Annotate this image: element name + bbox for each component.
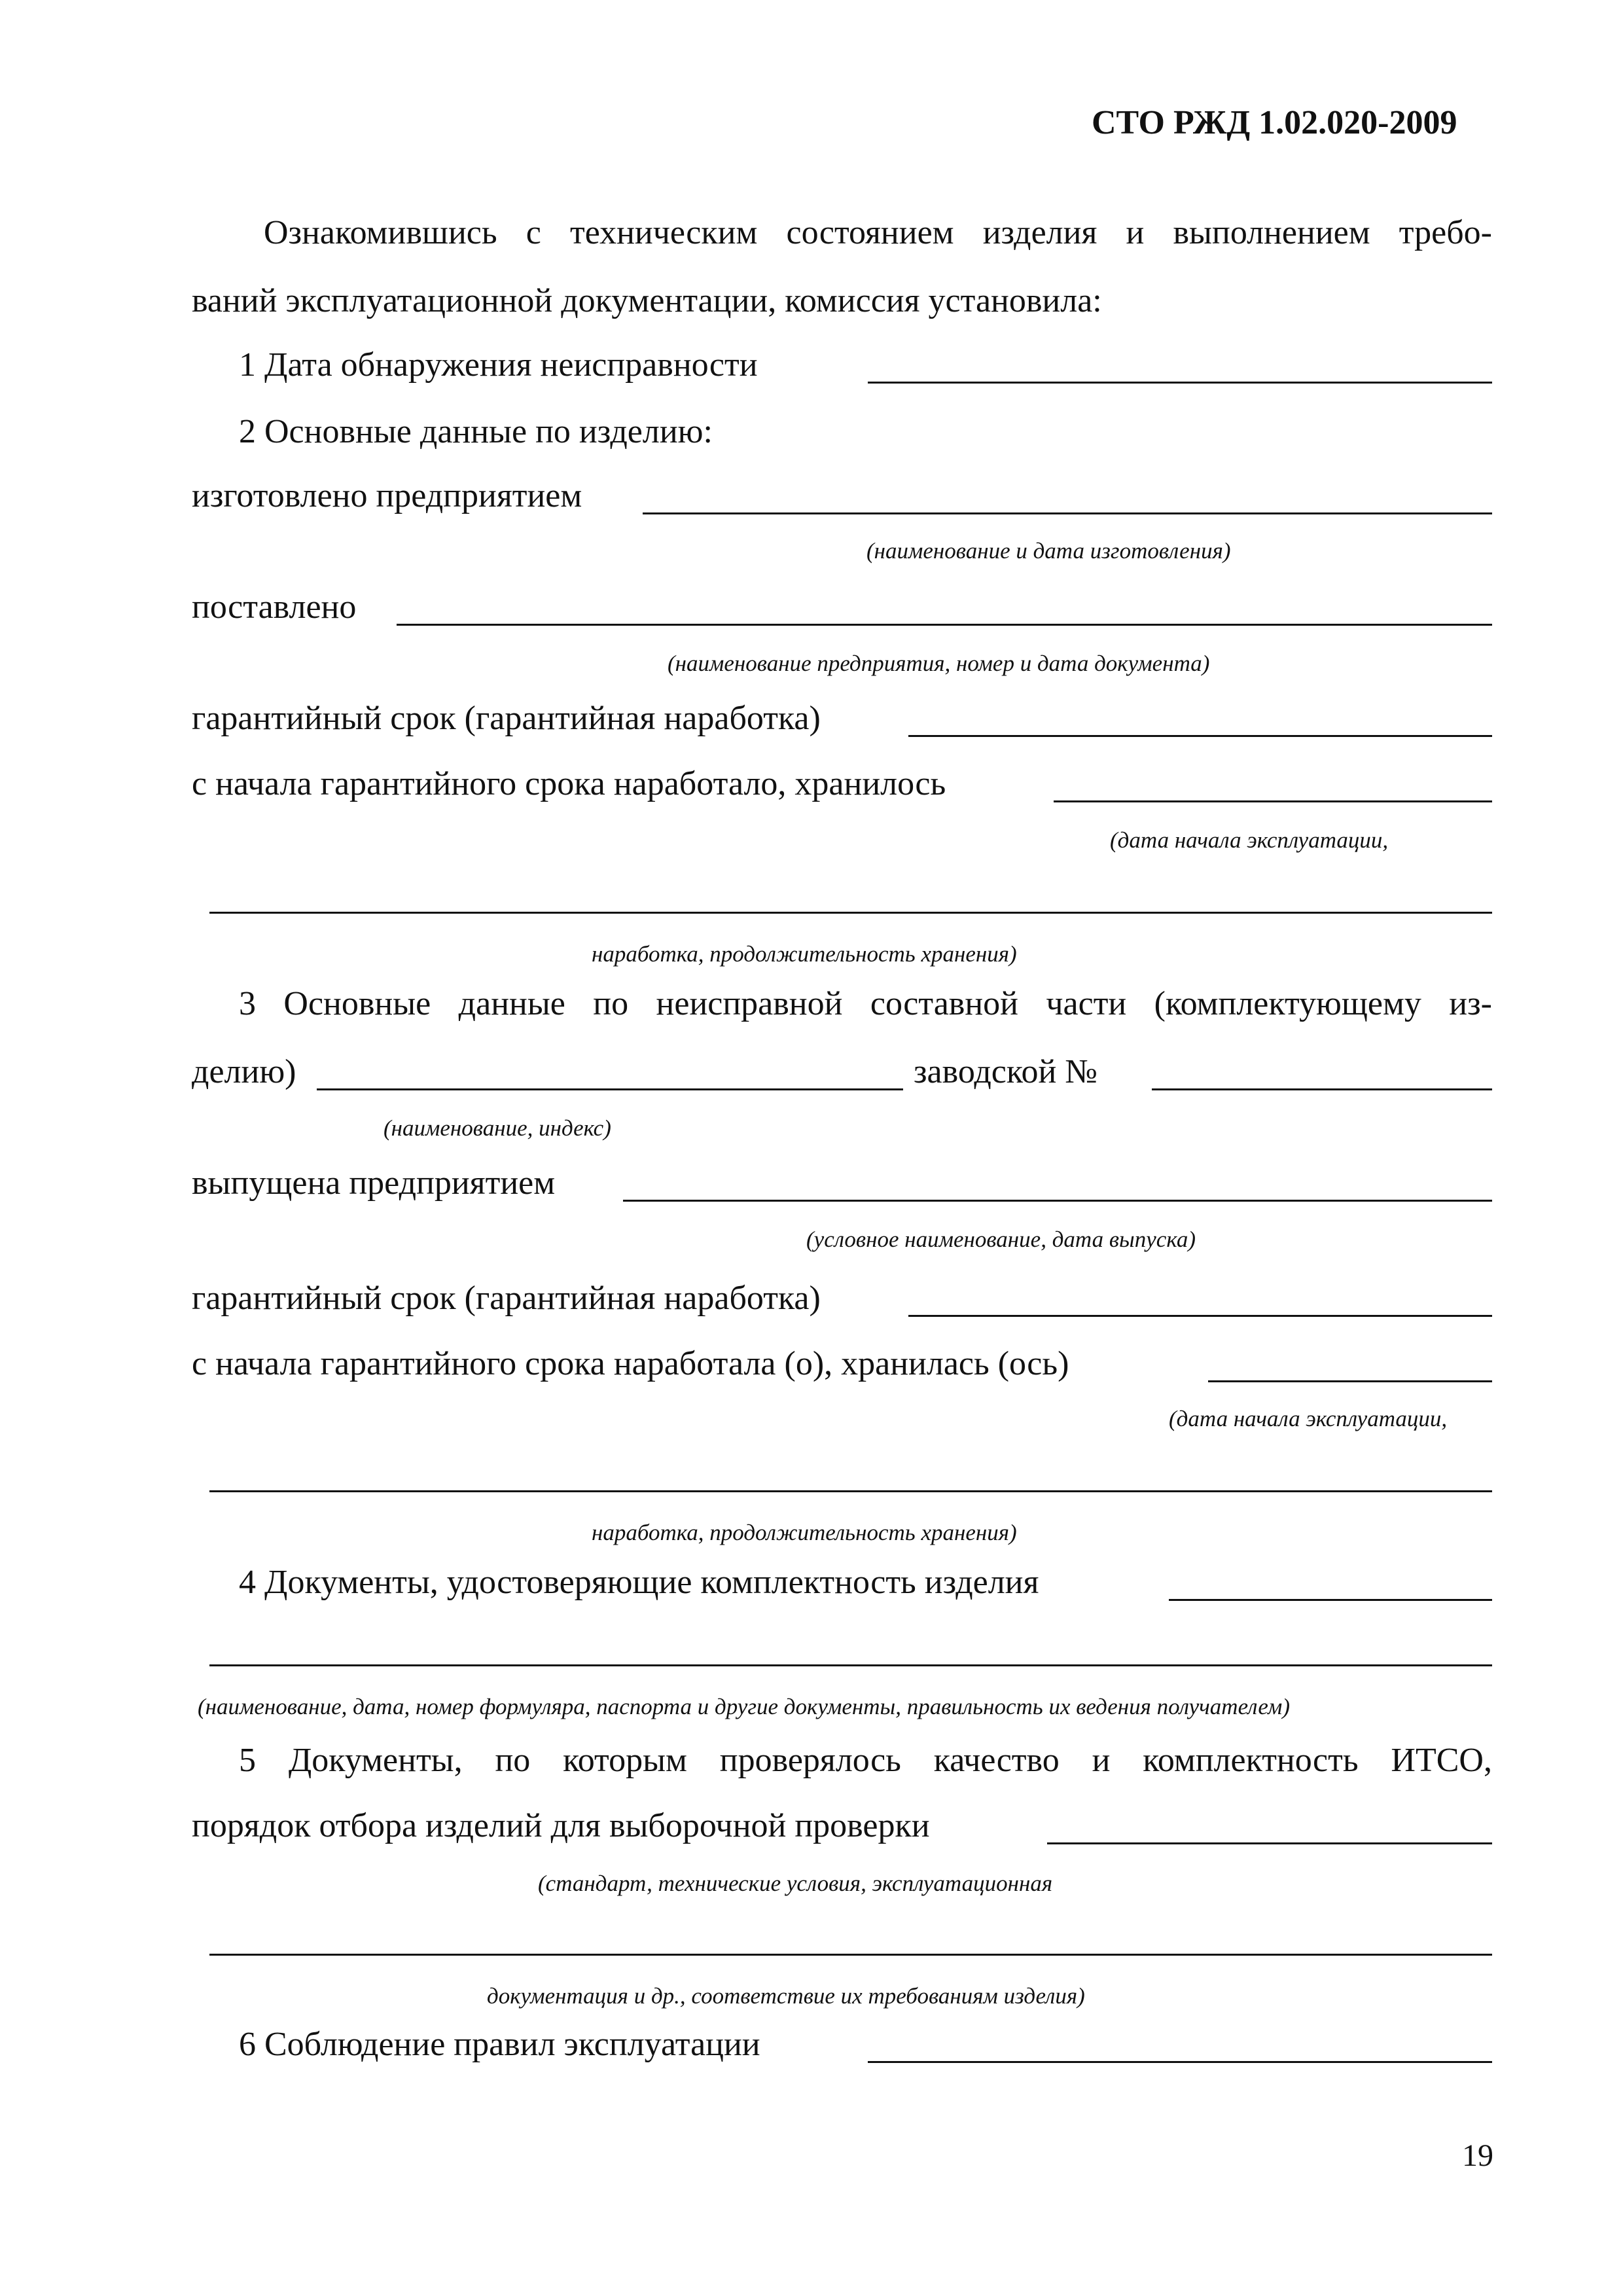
- intro-line-1-word: изделия: [982, 214, 1097, 251]
- item2-made-by-caption: (наименование и дата изготовления): [866, 538, 1231, 564]
- item6-fill-line[interactable]: [868, 2061, 1492, 2063]
- item3-released-caption: (условное наименование, дата выпуска): [806, 1227, 1196, 1252]
- item3-released-label: выпущена предприятием: [192, 1164, 556, 1202]
- item2-title: 2 Основные данные по изделию:: [239, 413, 713, 450]
- intro-line-1-word: Ознакомившись: [264, 214, 497, 251]
- item4-label: 4 Документы, удостоверяющие комплектность изделия: [239, 1564, 1039, 1601]
- item3-since-caption-2: наработка, продолжительность хранения): [592, 1520, 1017, 1545]
- intro-line-1-word: требо-: [1399, 214, 1492, 251]
- item3-since-line-2[interactable]: [209, 1490, 1492, 1492]
- item5-line-1-word: 5: [239, 1742, 256, 1779]
- item3-serial-label: заводской №: [914, 1053, 1097, 1090]
- item2-since-line-2[interactable]: [209, 912, 1492, 914]
- item3-title-word: Основные: [283, 985, 431, 1022]
- intro-line-1-word: выполнением: [1173, 214, 1370, 251]
- item2-made-by-line[interactable]: [643, 512, 1492, 514]
- item3-title-word: составной: [870, 985, 1018, 1022]
- item3-title-word: данные: [458, 985, 565, 1022]
- page-number: 19: [1462, 2138, 1493, 2173]
- item2-supplied-line[interactable]: [397, 624, 1492, 626]
- item3-title-cont: делию): [192, 1053, 296, 1090]
- item5-line-1-word: ИТСО,: [1391, 1742, 1492, 1779]
- item3-title-word: из-: [1449, 985, 1492, 1022]
- item3-warranty-line[interactable]: [908, 1315, 1492, 1317]
- item4-fill-line[interactable]: [1169, 1599, 1492, 1601]
- item6-label: 6 Соблюдение правил эксплуатации: [239, 2026, 760, 2063]
- item3-name-line[interactable]: [317, 1088, 903, 1090]
- intro-line-1-word: с: [526, 214, 541, 251]
- item3-since-caption-1: (дата начала эксплуатации,: [1169, 1406, 1448, 1431]
- item3-name-caption: (наименование, индекс): [383, 1115, 611, 1141]
- item5-line-1-word: и: [1092, 1742, 1111, 1779]
- item5-line-1-word: по: [495, 1742, 531, 1779]
- item3-since-line[interactable]: [1208, 1380, 1492, 1382]
- document-code: СТО РЖД 1.02.020-2009: [1092, 104, 1457, 141]
- item3-title-word: части: [1046, 985, 1127, 1022]
- item1-label: 1 Дата обнаружения неисправности: [239, 346, 758, 384]
- item3-title-word: 3: [239, 985, 256, 1022]
- item5-caption-1: (стандарт, технические условия, эксплуатационная: [538, 1871, 1053, 1896]
- item5-line-1: [239, 1744, 1492, 1778]
- item5-line-1-word: проверялось: [719, 1742, 901, 1779]
- item3-title-line-1: [239, 987, 1492, 1021]
- item3-title-word: по: [593, 985, 629, 1022]
- item2-warranty-label: гарантийный срок (гарантийная наработка): [192, 700, 821, 737]
- item3-warranty-label: гарантийный срок (гарантийная наработка): [192, 1280, 821, 1317]
- item5-line-1-word: которым: [563, 1742, 687, 1779]
- item5-caption-2: документация и др., соответствие их требованиям изделия): [487, 1983, 1085, 2009]
- item5-line-1-word: комплектность: [1143, 1742, 1359, 1779]
- item2-warranty-line[interactable]: [908, 735, 1492, 737]
- item4-caption: (наименование, дата, номер формуляра, паспорта и другие документы, правильность их ведения получателем): [198, 1694, 1291, 1719]
- item2-since-caption-2: наработка, продолжительность хранения): [592, 941, 1017, 967]
- item5-line-1-word: Документы,: [288, 1742, 463, 1779]
- item5-line-1-word: качество: [933, 1742, 1060, 1779]
- item3-serial-line[interactable]: [1152, 1088, 1492, 1090]
- item1-fill-line[interactable]: [868, 382, 1492, 384]
- item5-fill-line-2[interactable]: [209, 1954, 1492, 1956]
- item2-supplied-caption: (наименование предприятия, номер и дата документа): [668, 651, 1210, 676]
- intro-line-1-word: техническим: [569, 214, 758, 251]
- item2-made-by-label: изготовлено предприятием: [192, 477, 582, 514]
- item2-supplied-label: поставлено: [192, 588, 357, 626]
- item5-fill-line[interactable]: [1047, 1842, 1492, 1844]
- intro-line-1-word: и: [1126, 214, 1145, 251]
- item3-since-label: с начала гарантийного срока наработала (о), хранилась (ось): [192, 1345, 1069, 1382]
- item2-since-caption-1: (дата начала эксплуатации,: [1110, 827, 1389, 853]
- intro-line-1-word: состоянием: [786, 214, 954, 251]
- item5-line-2: порядок отбора изделий для выборочной проверки: [192, 1807, 930, 1844]
- item2-since-line[interactable]: [1054, 800, 1492, 802]
- item4-fill-line-2[interactable]: [209, 1664, 1492, 1666]
- item3-title-word: (комплектующему: [1154, 985, 1421, 1022]
- intro-line-2: ваний эксплуатационной документации, комиссия установила:: [192, 282, 1102, 319]
- item2-since-label: с начала гарантийного срока наработало, хранилось: [192, 765, 946, 802]
- item3-title-word: неисправной: [656, 985, 843, 1022]
- intro-line-1: [264, 216, 1492, 250]
- item3-released-line[interactable]: [623, 1200, 1492, 1202]
